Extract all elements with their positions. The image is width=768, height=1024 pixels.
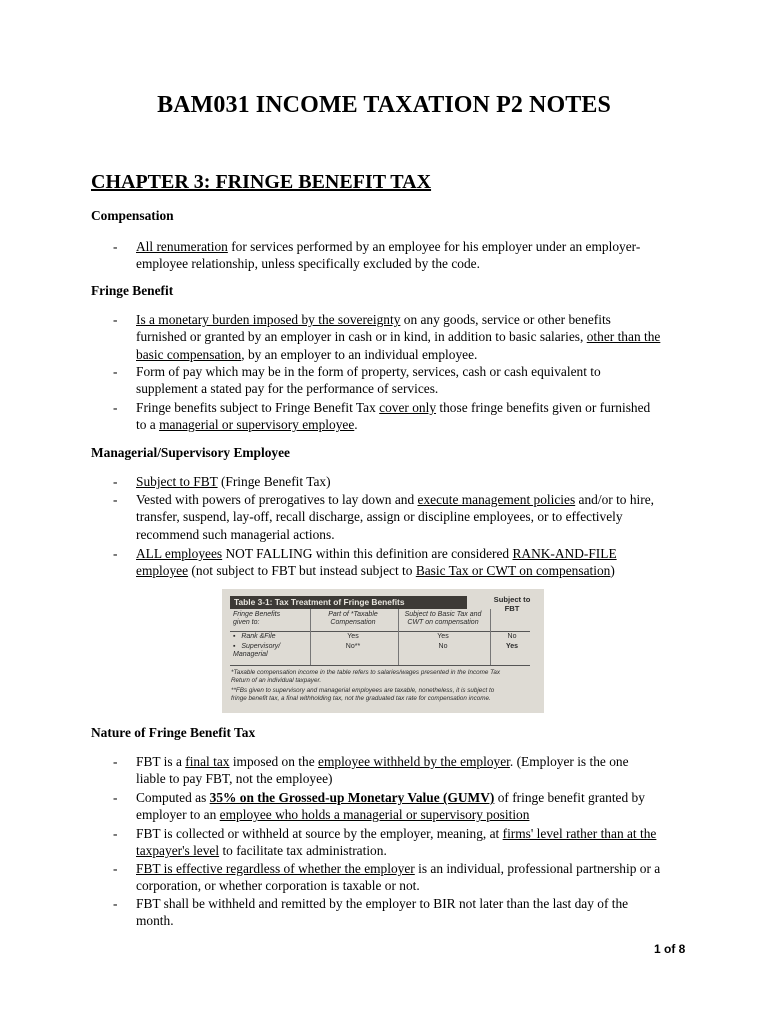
page-number: 1 of 8 bbox=[654, 942, 686, 956]
table-cell: No** bbox=[345, 643, 361, 650]
table-row-supervisory: ▪ Supervisory/ Managerial bbox=[233, 643, 281, 659]
table-note: fringe benefit tax, a final withholding tax, not the graduated tax rate for compensation income. bbox=[231, 695, 491, 702]
table-header-given-to: Fringe Benefits given to: bbox=[233, 611, 281, 627]
table-note: *Taxable compensation income in the table refers to salaries/wages presented in the Income Tax bbox=[231, 669, 501, 676]
table-cell: No bbox=[438, 643, 448, 650]
table-header-taxable-comp: Part of *Taxable Compensation bbox=[328, 611, 378, 627]
section-heading-fringe-benefit: Fringe Benefit bbox=[91, 283, 174, 298]
table-header-basic-tax: Subject to Basic Tax and CWT on compensation bbox=[404, 611, 482, 627]
section-heading-nature: Nature of Fringe Benefit Tax bbox=[91, 725, 256, 740]
table-cell: Yes bbox=[347, 633, 359, 640]
document-title: BAM031 INCOME TAXATION P2 NOTES bbox=[157, 92, 611, 118]
table-header-fbt: Subject to FBT bbox=[493, 595, 531, 613]
section-heading-compensation: Compensation bbox=[91, 208, 174, 223]
chapter-heading: CHAPTER 3: FRINGE BENEFIT TAX bbox=[91, 171, 432, 193]
document-page: BAM031 INCOME TAXATION P2 NOTES CHAPTER 3: FRINGE BENEFIT TAX Compensation - All renumeration for services performed by an employee for his employer under an employer- employee relationship, unless specifically excluded by the code. Fringe Benefit - Is a monetary burden imposed by the sovereignty on any goods, service or other benefits furnished or granted by an employer in cash or in kind, in addition to basic salaries, other than the basic compensation, by an employer to an individual employee. - Form of pay which may be in the form of property, services, cash or cash equivalent to supplement a stated pay for the performance of services. - Fringe benefits subject to Fringe Benefit Tax cover only those fringe benefits given or furnished to a managerial or supervisory employee. Managerial/Supervisory Employee - Subject to FBT (Fringe Benefit Tax) - Vested with powers of prerogatives to lay down and execute management policies and/or to hire, transfer, suspend, lay-off, recall discharge, assign or discipline employees, or to effectively recommend such managerial actions. - ALL employees NOT FALLING within this definition are considered RANK-AND-FILE employee (not subject to FBT but instead subject to Basic Tax or CWT on compensation) Table 3-1: Tax Treatment of Fringe Benefits Subject to FBT Fringe Benefits given to: Part of *Taxable Compensation Subject to Basic Tax and CWT on compensation ▪ Rank &File Yes Yes No ▪ Supervisory/ Managerial No** No Yes *Taxable compensation income in the table refers to salaries/wages presented in the Income Tax Return of an individual taxpayer. **FBs given to supervisory and managerial employees are taxable, nonetheless, it is subject to fringe benefit tax, a final withholding tax, not the graduated tax rate for compensation income. Nature of Fringe Benefit Tax - FBT is a final tax imposed on the employee withheld by the employer. (Employer is the one liable to pay FBT, not the employee) - Computed as 35% on the Grossed-up Monetary Value (GUMV) of fringe benefit granted by employer to an employee who holds a managerial or supervisory position - FBT is collected or withheld at source by the employer, meaning, at firms' level rather than at the taxpayer's level to facilitate tax administration. - FBT is effective regardless of whether the employer is an individual, professional partnership or a corporation, or whether corporation is taxable or not. - FBT shall be withheld and remitted by the employer to BIR not later than the last day of the month. 1 of 8 bbox=[0, 0, 768, 1024]
table-cell: Yes bbox=[437, 633, 449, 640]
table-title: Table 3-1: Tax Treatment of Fringe Benefits bbox=[230, 596, 467, 609]
section-heading-managerial: Managerial/Supervisory Employee bbox=[91, 445, 290, 460]
table-row-rank-file: ▪ Rank &File bbox=[233, 633, 276, 640]
table-cell: Yes bbox=[505, 643, 519, 650]
tax-treatment-table-image bbox=[222, 589, 544, 713]
table-note: Return of an individual taxpayer. bbox=[231, 677, 322, 684]
table-note: **FBs given to supervisory and managerial employees are taxable, nonetheless, it is subject to bbox=[231, 687, 495, 694]
table-cell: No bbox=[507, 633, 517, 640]
